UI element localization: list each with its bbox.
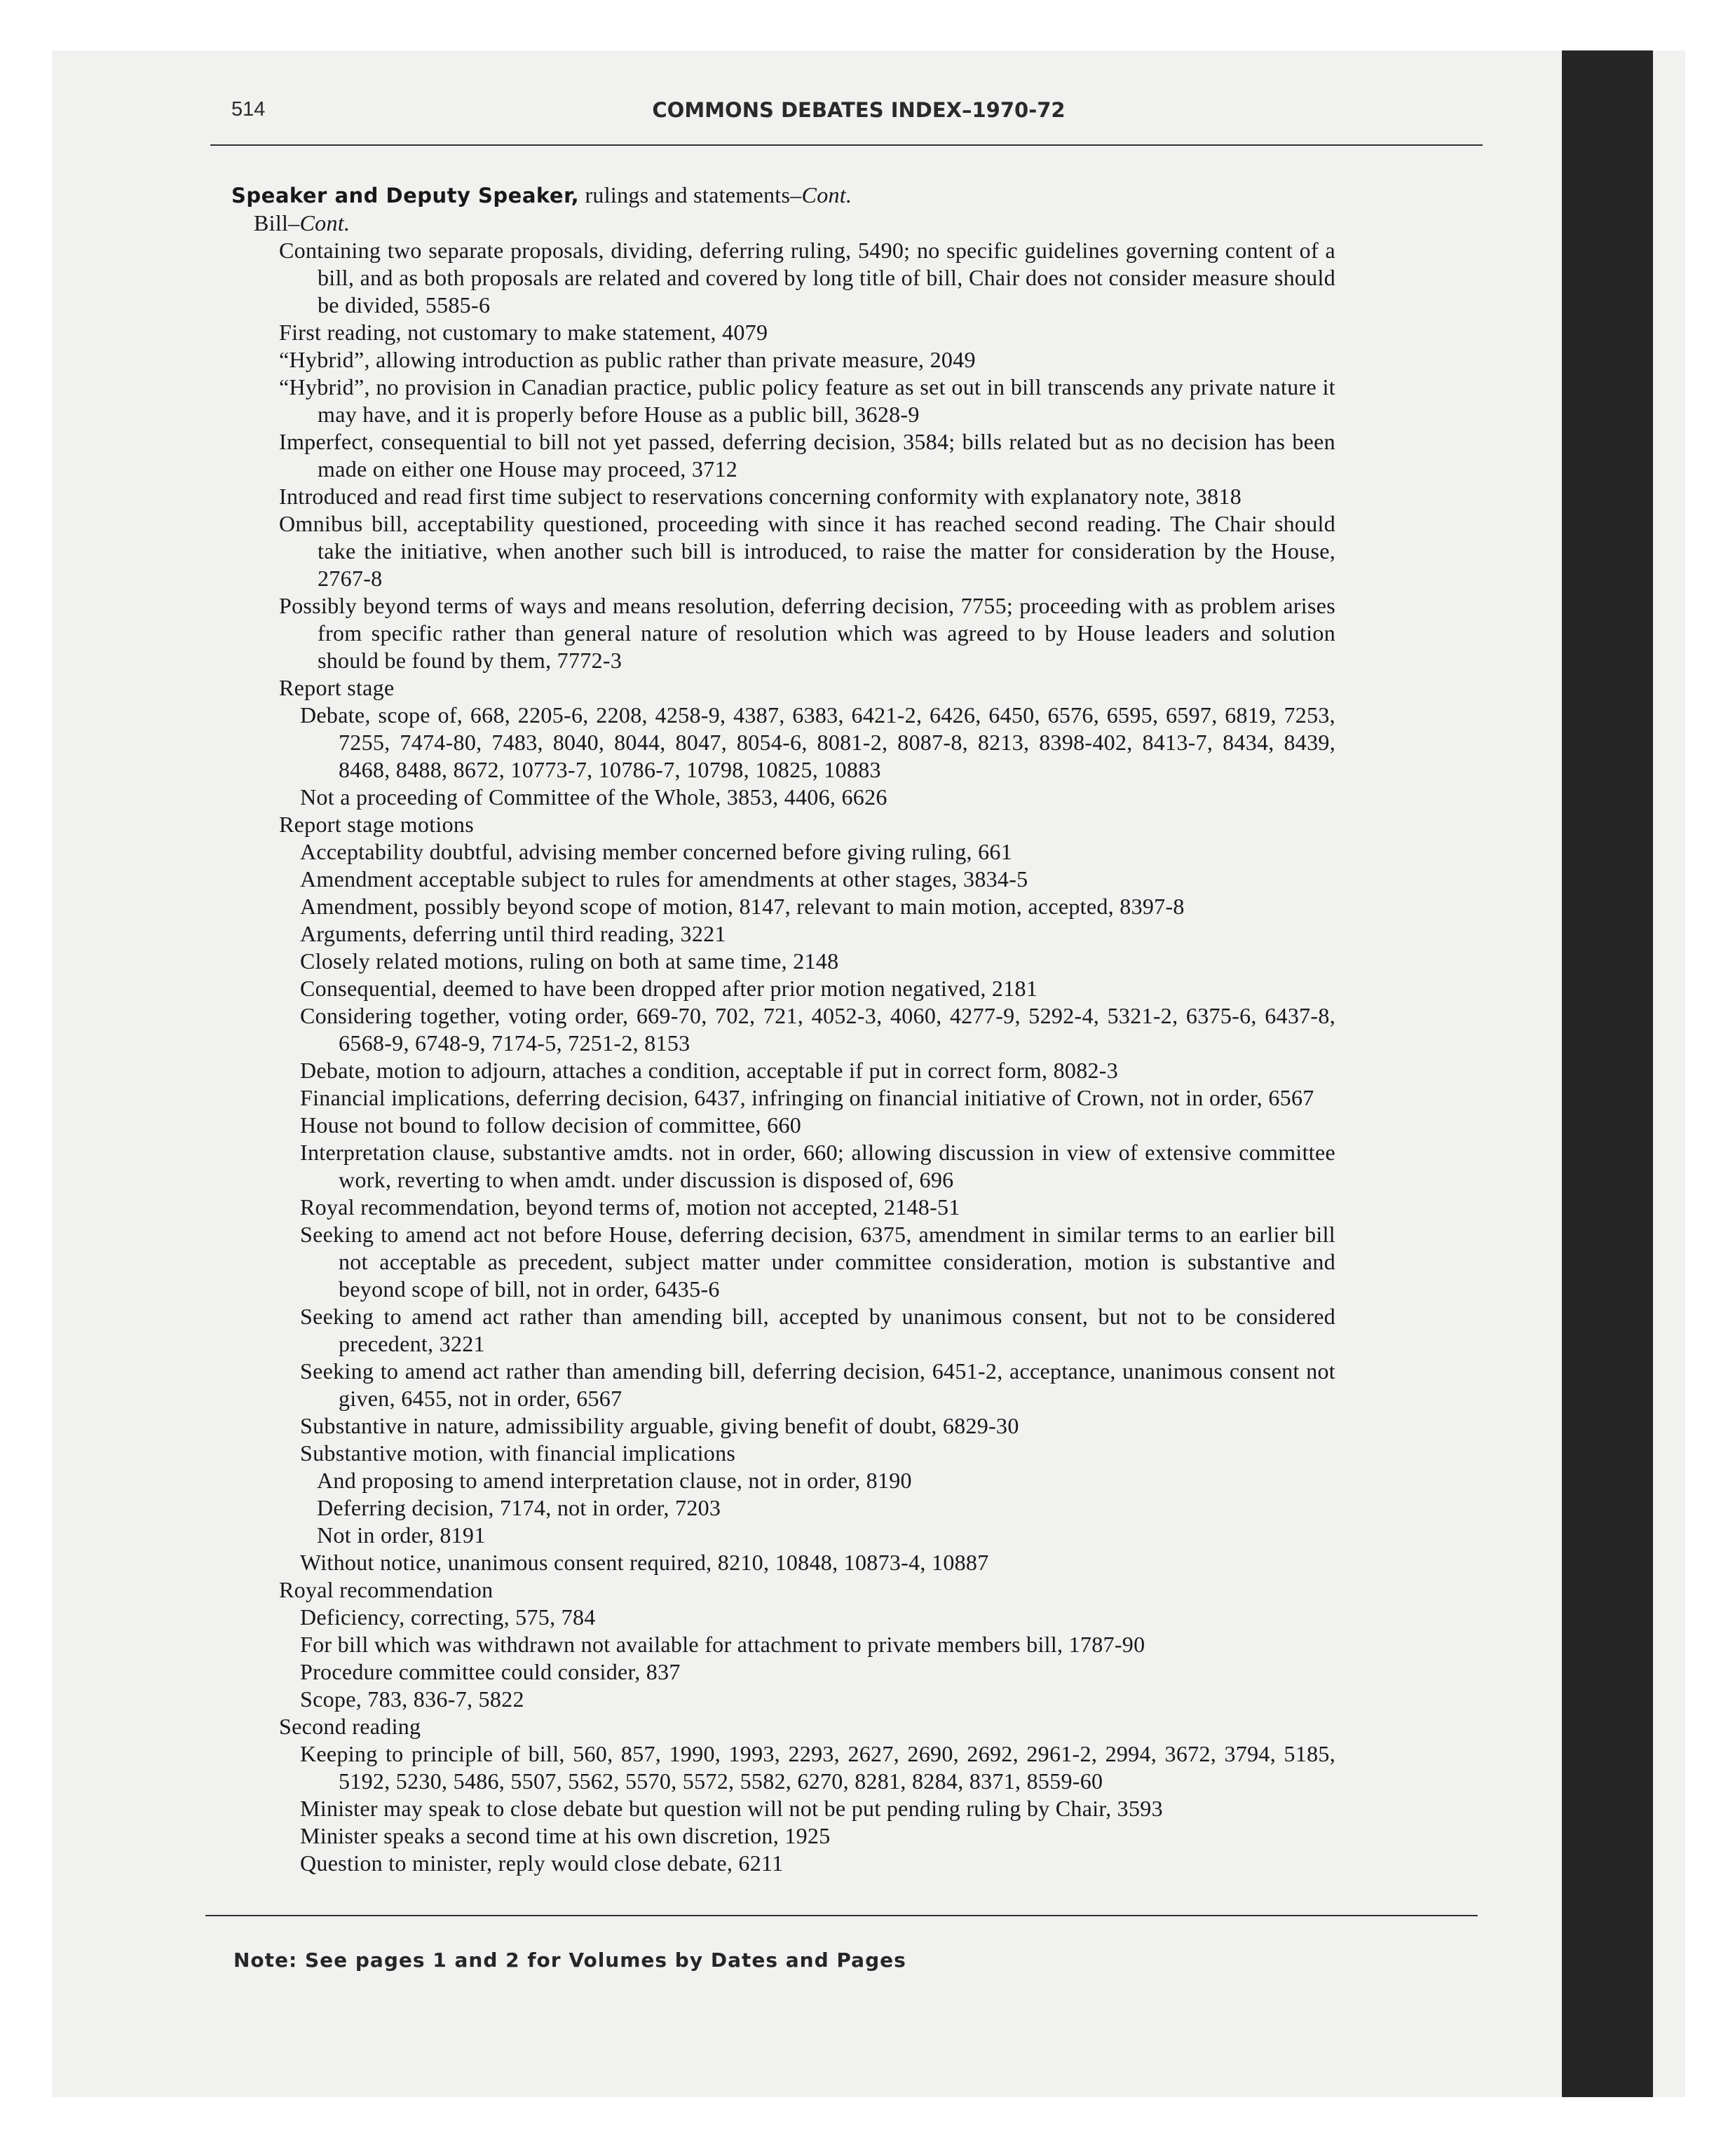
- index-entry: Not a proceeding of Committee of the Whole, 3853, 4406, 6626: [300, 784, 887, 810]
- index-entry: Interpretation clause, substantive amdts. not in order, 660; allowing discussion in view of extensive committee work, reverting to when amdt. under discussion is disposed of, 696: [300, 1140, 1335, 1192]
- index-entry: “Hybrid”, allowing introduction as public rather than private measure, 2049: [279, 347, 976, 372]
- heading-main-term: Speaker and Deputy Speaker,: [231, 184, 580, 207]
- header-rule: [210, 144, 1483, 146]
- entry-list: [0, 237, 1735, 1877]
- heading-qualifier: rulings and statements–: [585, 182, 802, 207]
- index-entries: [0, 181, 1735, 1877]
- index-entry: Amendment, possibly beyond scope of motion, 8147, relevant to main motion, accepted, 8397-8: [300, 894, 1185, 919]
- index-entry: Royal recommendation: [279, 1577, 494, 1602]
- page-number: 514: [231, 98, 266, 121]
- index-entry: Introduced and read first time subject to reservations concerning conformity with explanatory note, 3818: [279, 484, 1242, 509]
- heading-cont: Cont.: [801, 182, 852, 207]
- index-entry: Minister speaks a second time at his own discretion, 1925: [300, 1823, 831, 1848]
- index-entry: Considering together, voting order, 669-70, 702, 721, 4052-3, 4060, 4277-9, 5292-4, 5321-2, 6375-6, 6437-8, 6568-9, 6748-9, 7174-5, 7251-2, 8153: [300, 1003, 1335, 1056]
- index-entry: Royal recommendation, beyond terms of, motion not accepted, 2148-51: [300, 1194, 960, 1220]
- main-heading: [231, 181, 1335, 210]
- index-entry: Financial implications, deferring decision, 6437, infringing on financial initiative of Crown, not in order, 6567: [300, 1085, 1314, 1110]
- index-entry: First reading, not customary to make statement, 4079: [279, 320, 768, 345]
- index-entry: Arguments, deferring until third reading, 3221: [300, 921, 726, 946]
- index-entry: Scope, 783, 836-7, 5822: [300, 1686, 524, 1712]
- index-entry: And proposing to amend interpretation clause, not in order, 8190: [317, 1468, 912, 1493]
- index-entry: Acceptability doubtful, advising member concerned before giving ruling, 661: [300, 839, 1012, 864]
- subheading-bill: [254, 210, 1335, 237]
- index-entry: Amendment acceptable subject to rules for amendments at other stages, 3834-5: [300, 866, 1028, 892]
- index-entry: Keeping to principle of bill, 560, 857, 1990, 1993, 2293, 2627, 2690, 2692, 2961-2, 2994, 3672, 3794, 5185, 5192, 5230, 5486, 5507, 5562, 5570, 5572, 5582, 6270, 8281, 8284, 8371, 8559-60: [300, 1741, 1335, 1794]
- index-entry: Imperfect, consequential to bill not yet passed, deferring decision, 3584; bills related but as no decision has been made on either one House may proceed, 3712: [279, 429, 1335, 482]
- subheading-label: Bill–: [254, 210, 300, 236]
- footer-rule: [205, 1915, 1478, 1916]
- index-entry: “Hybrid”, no provision in Canadian practice, public policy feature as set out in bill transcends any private nature it may have, and it is properly before House as a public bill, 3628-9: [279, 374, 1335, 427]
- index-entry: Debate, scope of, 668, 2205-6, 2208, 4258-9, 4387, 6383, 6421-2, 6426, 6450, 6576, 6595, 6597, 6819, 7253, 7255, 7474-80, 7483, 8040, 8044, 8047, 8054-6, 8081-2, 8087-8, 8213, 8398-402, 8413-7, 8434, 8439, 8468, 8488, 8672, 10773-7, 10786-7, 10798, 10825, 10883: [300, 702, 1335, 782]
- index-entry: Minister may speak to close debate but question will not be put pending ruling by Chair, 3593: [300, 1796, 1163, 1821]
- running-title: COMMONS DEBATES INDEX–1970-72: [652, 98, 1066, 122]
- index-entry: House not bound to follow decision of committee, 660: [300, 1112, 802, 1138]
- index-entry: Report stage motions: [279, 812, 474, 837]
- index-entry: Substantive motion, with financial implications: [300, 1440, 736, 1466]
- index-entry: Deferring decision, 7174, not in order, 7203: [317, 1495, 721, 1520]
- index-entry: Question to minister, reply would close debate, 6211: [300, 1850, 784, 1876]
- index-entry: Seeking to amend act rather than amending bill, deferring decision, 6451-2, acceptance, unanimous consent not given, 6455, not in order, 6567: [300, 1358, 1335, 1411]
- index-entry: Seeking to amend act rather than amending bill, accepted by unanimous consent, but not to be considered precedent, 3221: [300, 1304, 1335, 1356]
- index-entry: Possibly beyond terms of ways and means resolution, deferring decision, 7755; proceeding with as problem arises from specific rather than general nature of resolution which was agreed to by House leaders and solution should be found by them, 7772-3: [279, 593, 1335, 673]
- index-entry: Consequential, deemed to have been dropped after prior motion negatived, 2181: [300, 976, 1038, 1001]
- index-entry: Deficiency, correcting, 575, 784: [300, 1604, 596, 1630]
- index-entry: Procedure committee could consider, 837: [300, 1659, 681, 1684]
- subheading-cont: Cont.: [299, 210, 351, 236]
- index-entry: For bill which was withdrawn not available for attachment to private members bill, 1787-90: [300, 1632, 1145, 1657]
- index-entry: Not in order, 8191: [317, 1522, 486, 1548]
- index-entry: Debate, motion to adjourn, attaches a condition, acceptable if put in correct form, 8082-3: [300, 1058, 1119, 1083]
- index-entry: Second reading: [279, 1714, 421, 1739]
- index-entry: Without notice, unanimous consent required, 8210, 10848, 10873-4, 10887: [300, 1550, 989, 1575]
- index-entry: Report stage: [279, 675, 395, 700]
- footnote: Note: See pages 1 and 2 for Volumes by Dates and Pages: [233, 1949, 906, 1972]
- index-entry: Seeking to amend act not before House, deferring decision, 6375, amendment in similar terms to an earlier bill not acceptable as precedent, subject matter under committee consideration, motion is substantive and beyond scope of bill, not in order, 6435-6: [300, 1222, 1335, 1302]
- index-entry: Omnibus bill, acceptability questioned, proceeding with since it has reached second reading. The Chair should take the initiative, when another such bill is introduced, to raise the matter for consideration by the House, 2767-8: [279, 511, 1335, 591]
- index-entry: Containing two separate proposals, dividing, deferring ruling, 5490; no specific guidelines governing content of a bill, and as both proposals are related and covered by long title of bill, Chair does not consider measure should be divided, 5585-6: [279, 238, 1335, 318]
- index-entry: Substantive in nature, admissibility arguable, giving benefit of doubt, 6829-30: [300, 1413, 1019, 1438]
- index-entry: Closely related motions, ruling on both at same time, 2148: [300, 948, 839, 974]
